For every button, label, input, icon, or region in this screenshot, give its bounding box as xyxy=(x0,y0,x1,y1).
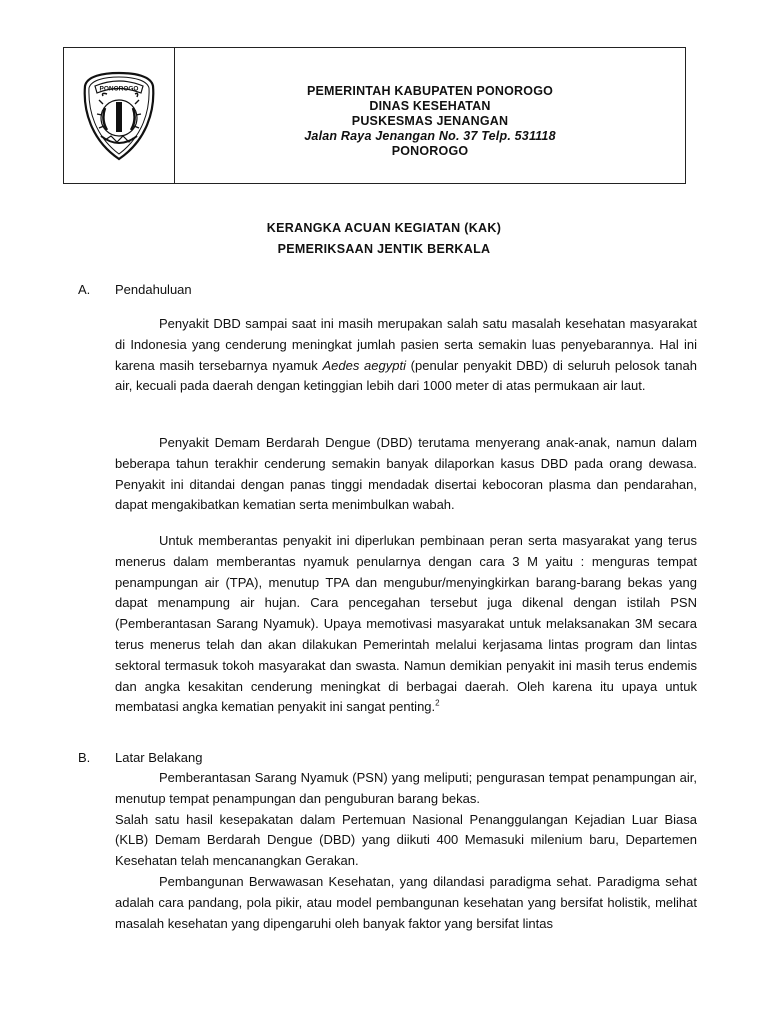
document-title: KERANGKA ACUAN KEGIATAN (KAK) xyxy=(266,221,502,235)
section-b-paragraph-1: Pemberantasan Sarang Nyamuk (PSN) yang meliputi; pengurasan tempat penampungan air, menutup tempat penampungan dan penguburan barang bekas. xyxy=(115,770,697,806)
city-name: PONOROGO xyxy=(391,144,469,158)
section-b-paragraph-3: Pembangunan Berwawasan Kesehatan, yang dilandasi paradigma sehat. Paradigma sehat adalah cara pandang, pola pikir, atau model pembangunan kesehatan yang bersifat holistik, melihat masalah kesehatan yang dipengaruhi oleh banyak faktor yang bersifat lintas xyxy=(115,874,697,931)
section-b-paragraph-2: Salah satu hasil kesepakatan dalam Pertemuan Nasional Penanggulangan Kejadian Luar Biasa (KLB) Demam Berdarah Dengue (DBD) yang diikuti 400 Memasuki milenium baru, Departemen Kesehatan telah mencanangkan Gerakan. xyxy=(115,811,697,869)
footnote-marker: 2 xyxy=(435,699,440,709)
section-b-heading xyxy=(78,750,202,765)
logo-cell xyxy=(64,48,175,183)
government-name: PEMERINTAH KABUPATEN PONOROGO xyxy=(306,84,554,98)
section-b-title: Latar Belakang xyxy=(115,750,203,765)
puskesmas-name: PUSKESMAS JENANGAN xyxy=(351,114,509,128)
ponorogo-emblem-logo xyxy=(81,70,157,162)
letterhead-text xyxy=(175,48,685,183)
address-line: Jalan Raya Jenangan No. 37 Telp. 531118 xyxy=(304,129,556,143)
logo-ribbon-text: PONOROGO xyxy=(99,85,139,92)
section-a-heading xyxy=(78,282,192,297)
section-a-letter: A. xyxy=(78,282,91,297)
section-b-letter: B. xyxy=(78,750,91,765)
section-a-title: Pendahuluan xyxy=(115,282,192,297)
letterhead xyxy=(63,47,686,184)
document-subtitle: PEMERIKSAAN JENTIK BERKALA xyxy=(277,242,491,256)
section-a-paragraph-3: Untuk memberantas penyakit ini diperlukan pembinaan peran serta masyarakat yang terus menerus dalam memberantas nyamuk penularnya dengan cara 3 M yaitu : menguras tempat penampungan air (TPA), menutup TPA dan mengubur/menyingkirkan barang-barang bekas yang dapat menampung air hujan. Cara pencegahan tersebut juga dikenal dengan istilah PSN (Pemberantasan Sarang Nyamuk). Upaya memotivasi masyarakat untuk melaksanakan 3M secara terus menerus telah dan akan dilakukan Pemerintah melalui kerjasama lintas program dan lintas sektoral termasuk tokoh masyarakat dan swasta. Namun demikian penyakit ini masih terus endemis dan angka kesakitan cenderung meningkat di berbagai daerah. Oleh karena itu upaya untuk membatasi angka kematian penyakit ini sangat penting.$^2$ xyxy=(115,533,697,715)
species-name: Aedes aegypti xyxy=(322,357,406,373)
section-a-paragraph-1: Penyakit DBD sampai saat ini masih merupakan salah satu masalah kesehatan masyarakat di Indonesia yang cenderung meningkat jumlah pasien serta semakin luas penyebarannya. Hal ini karena masih tersebarnya nyamuk Aedes aegypti (penular penyakit DBD) di seluruh pelosok tanah air, kecuali pada daerah dengan ketinggian lebih dari 1000 meter di atas permukaan air laut. xyxy=(115,316,697,394)
section-a-paragraph-2: Penyakit Demam Berdarah Dengue (DBD) terutama menyerang anak-anak, namun dalam beberapa tahun terakhir cenderung semakin banyak dilaporkan kasus DBD pada orang dewasa. Penyakit ini ditandai dengan panas tinggi mendadak disertai kebocoran plasma dan pendarahan, dapat mengakibatkan kematian serta menimbulkan wabah. xyxy=(115,435,697,513)
department-name: DINAS KESEHATAN xyxy=(369,99,491,113)
